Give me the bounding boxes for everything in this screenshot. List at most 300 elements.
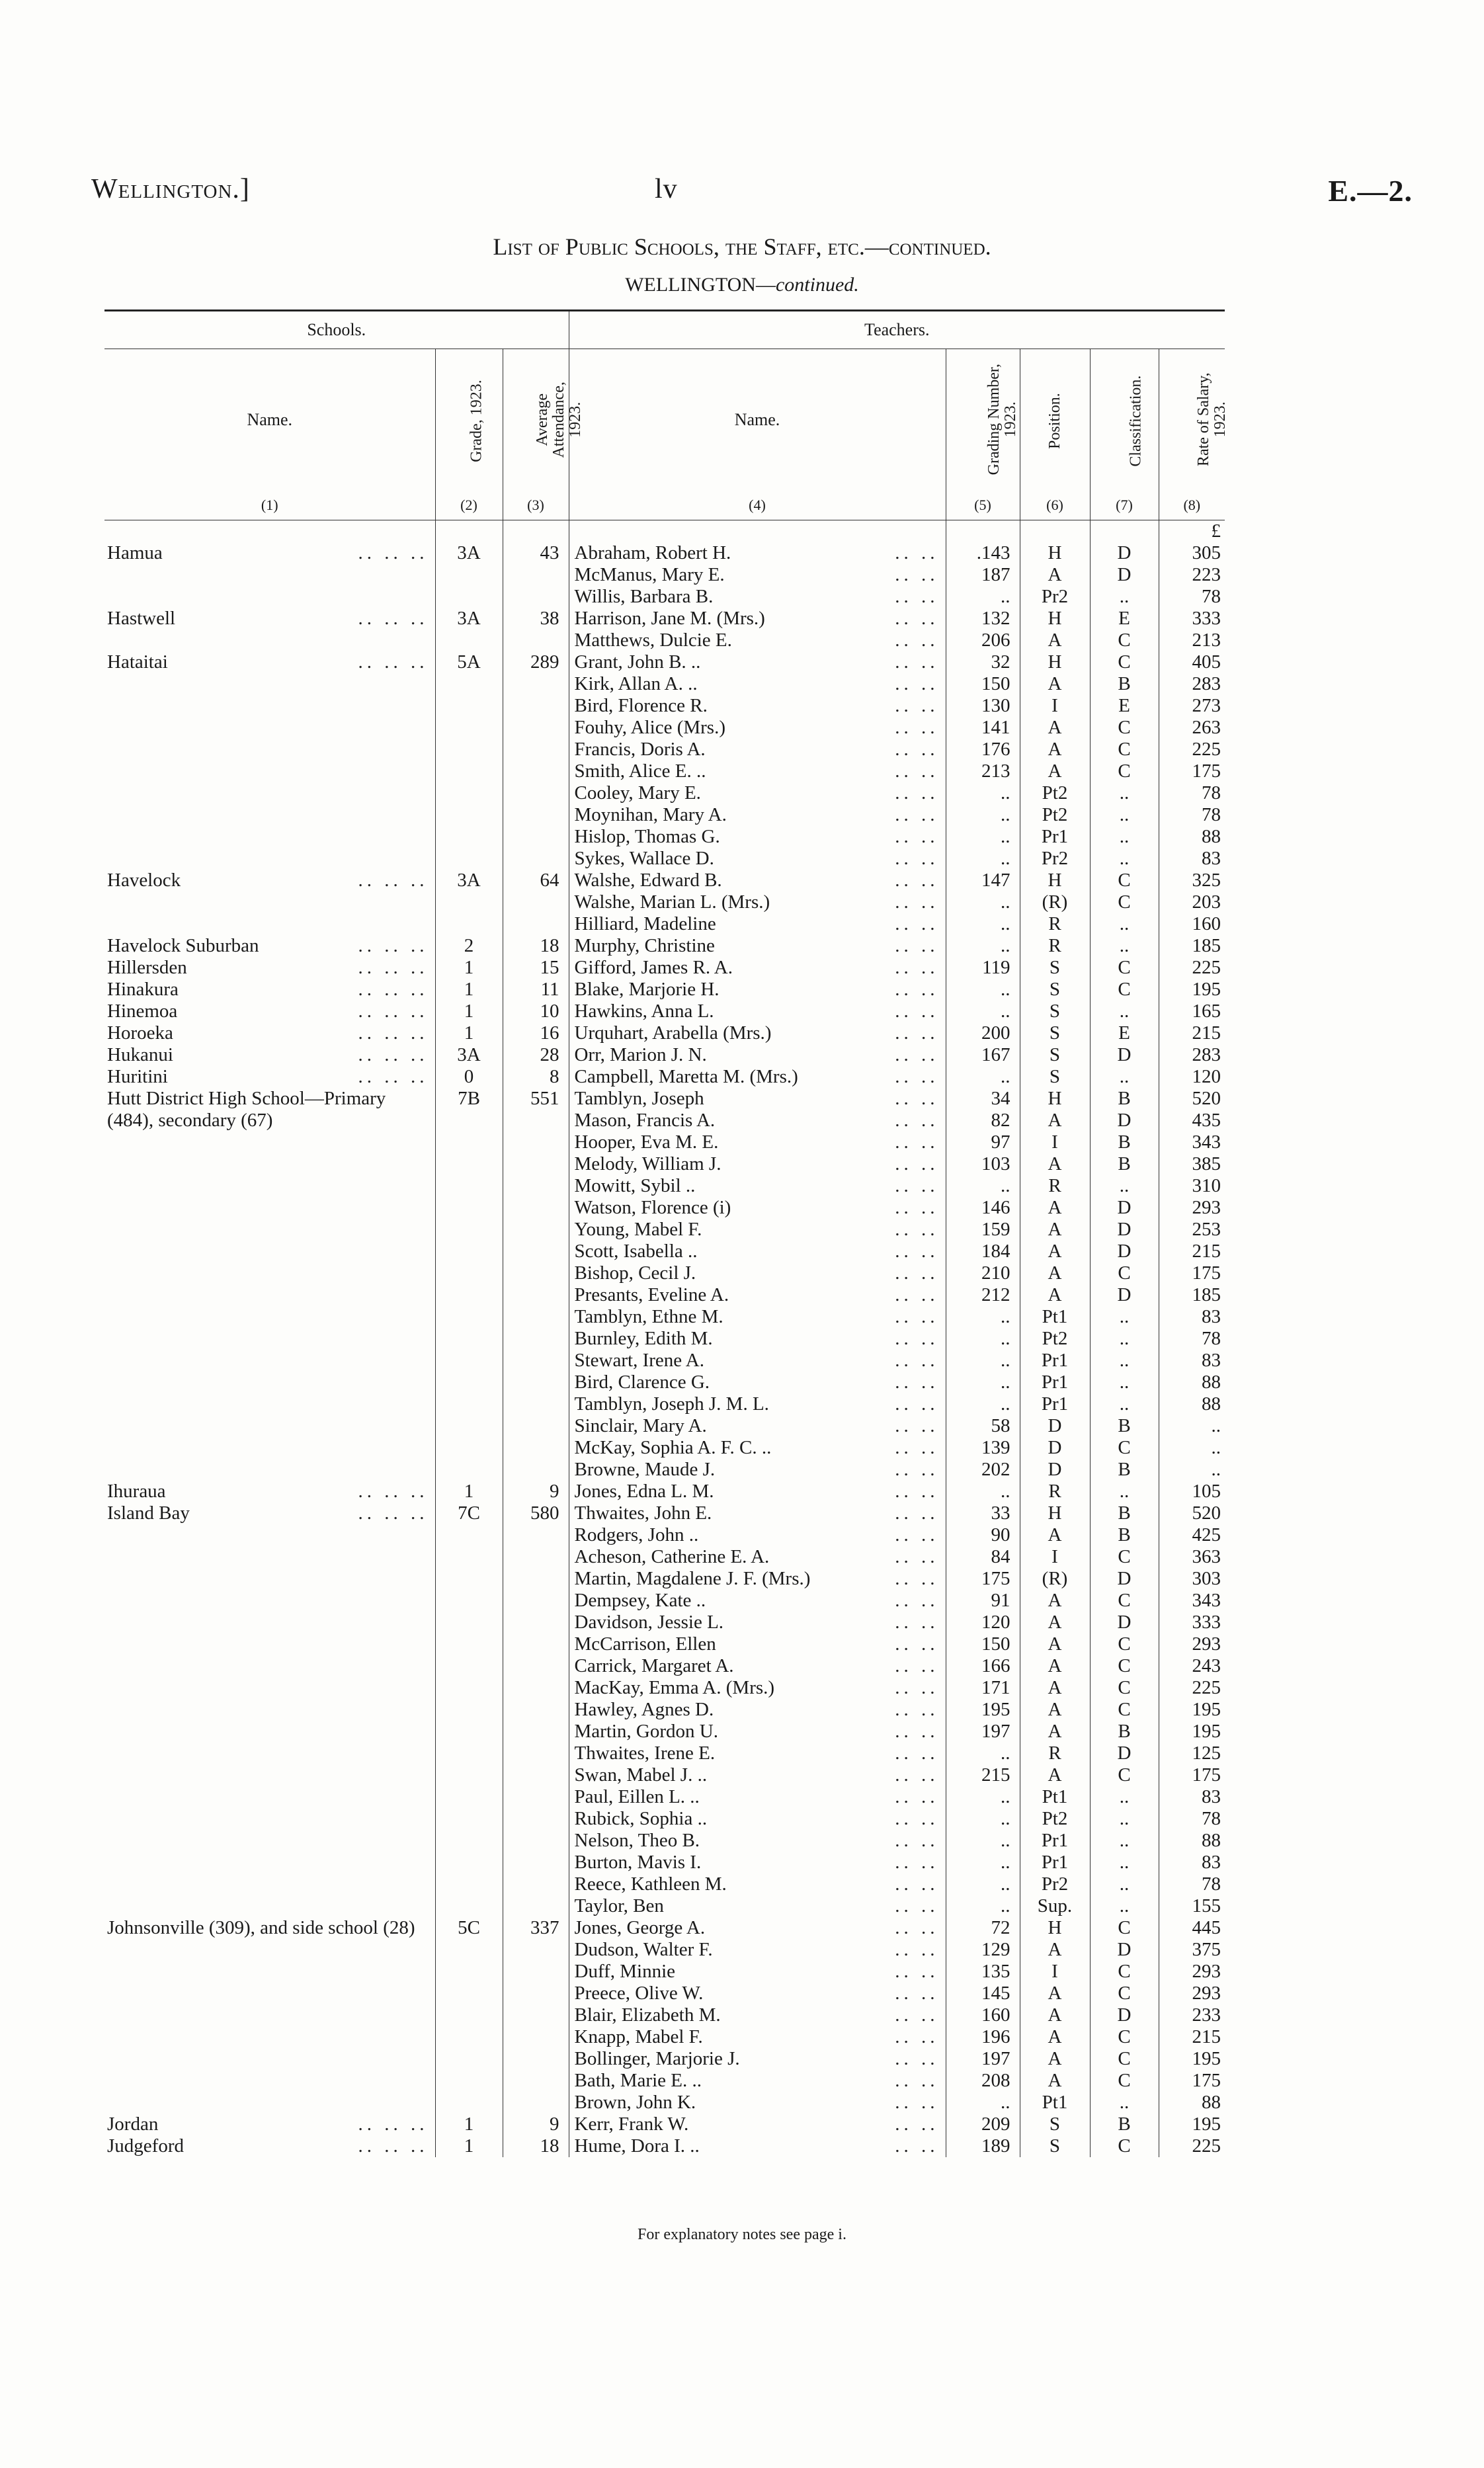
school-attendance-text: 580 bbox=[530, 1502, 559, 1524]
teacher-name bbox=[569, 1066, 946, 1088]
col-position-label: Position. bbox=[1046, 393, 1063, 449]
teacher-salary bbox=[1159, 1110, 1225, 1131]
leader-dots: .. .. bbox=[895, 1983, 939, 2004]
teacher-salary bbox=[1159, 2004, 1225, 2026]
teacher-grading bbox=[946, 1350, 1020, 1372]
teacher-salary-text: 78 bbox=[1202, 1328, 1221, 1349]
table-row bbox=[104, 1568, 1225, 1590]
school-name-text: Ihuraua bbox=[107, 1481, 166, 1502]
teacher-classification-text: E bbox=[1118, 695, 1130, 716]
table-row bbox=[104, 1612, 1225, 1633]
teacher-name bbox=[569, 586, 946, 608]
teacher-salary bbox=[1159, 1546, 1225, 1568]
leader-dots: .. .. bbox=[895, 1197, 939, 1218]
teacher-salary bbox=[1159, 1568, 1225, 1590]
teacher-name-text: Abraham, Robert H. bbox=[574, 542, 731, 563]
teacher-classification bbox=[1090, 1328, 1159, 1350]
teacher-salary-text: 233 bbox=[1192, 2004, 1221, 2026]
school-grade-text: 1 bbox=[464, 1022, 474, 1044]
teacher-position bbox=[1020, 1131, 1090, 1153]
teacher-name bbox=[569, 1372, 946, 1393]
school-attendance bbox=[503, 2048, 569, 2070]
teacher-grading bbox=[946, 1612, 1020, 1633]
table-row bbox=[104, 717, 1225, 739]
school-grade bbox=[435, 1568, 503, 1590]
school-grade bbox=[435, 542, 503, 564]
teacher-salary-text: 175 bbox=[1192, 761, 1221, 782]
teacher-grading bbox=[946, 1372, 1020, 1393]
teacher-position-text: Pr1 bbox=[1041, 826, 1069, 847]
teacher-classification bbox=[1090, 1764, 1159, 1786]
leader-dots: .. .. bbox=[895, 1110, 939, 1131]
leader-dots: .. .. bbox=[895, 979, 939, 1000]
school-attendance bbox=[503, 979, 569, 1001]
teacher-name bbox=[569, 2004, 946, 2026]
teacher-name bbox=[569, 979, 946, 1001]
teacher-salary bbox=[1159, 1219, 1225, 1241]
col-salary-label: Rate of Salary, 1923. bbox=[1194, 372, 1229, 467]
school-name bbox=[104, 1786, 435, 1808]
teachers-group-header: Teachers. bbox=[569, 311, 1225, 349]
table-row bbox=[104, 1175, 1225, 1197]
teacher-classification-text: D bbox=[1117, 1219, 1132, 1240]
teacher-salary bbox=[1159, 2114, 1225, 2135]
teacher-position bbox=[1020, 1633, 1090, 1655]
teacher-classification-text: .. bbox=[1119, 848, 1130, 869]
teacher-classification bbox=[1090, 1066, 1159, 1088]
teacher-salary-text: 303 bbox=[1192, 1568, 1221, 1589]
school-grade-text: 5A bbox=[457, 651, 481, 673]
table-row bbox=[104, 1022, 1225, 1044]
school-name-text: Hataitai bbox=[107, 651, 168, 673]
teacher-name bbox=[569, 1241, 946, 1262]
school-name bbox=[104, 1350, 435, 1372]
teacher-position-text: R bbox=[1048, 1743, 1061, 1764]
teacher-salary bbox=[1159, 1939, 1225, 1961]
teacher-grading bbox=[946, 673, 1020, 695]
teacher-classification bbox=[1090, 2070, 1159, 2092]
teacher-classification-text: C bbox=[1118, 761, 1131, 782]
teacher-grading bbox=[946, 1917, 1020, 1939]
teacher-classification-text: .. bbox=[1119, 2092, 1130, 2113]
leader-dots: .. .. bbox=[895, 1437, 939, 1458]
teacher-classification-text: D bbox=[1117, 2004, 1132, 2026]
school-name bbox=[104, 870, 435, 891]
table-row bbox=[104, 2070, 1225, 2092]
school-attendance-text: 38 bbox=[540, 608, 559, 629]
teacher-name bbox=[569, 826, 946, 848]
teacher-grading bbox=[946, 1677, 1020, 1699]
table-row bbox=[104, 1415, 1225, 1437]
teacher-grading bbox=[946, 1895, 1020, 1917]
teacher-position-text: S bbox=[1049, 1022, 1061, 1044]
teacher-name-text: Hooper, Eva M. E. bbox=[574, 1131, 719, 1153]
leader-dots: .. .. bbox=[895, 630, 939, 651]
teacher-name-text: Carrick, Margaret A. bbox=[574, 1655, 734, 1676]
teacher-salary bbox=[1159, 1262, 1225, 1284]
teacher-classification-text: C bbox=[1118, 651, 1131, 673]
school-attendance bbox=[503, 2092, 569, 2114]
teacher-classification-text: B bbox=[1118, 1088, 1131, 1109]
teacher-grading-text: 197 bbox=[981, 1721, 1010, 1742]
teacher-grading bbox=[946, 1808, 1020, 1830]
school-attendance bbox=[503, 564, 569, 586]
teacher-classification bbox=[1090, 1743, 1159, 1764]
teacher-name bbox=[569, 761, 946, 782]
teacher-position-text: Pt2 bbox=[1042, 1328, 1068, 1349]
teacher-salary bbox=[1159, 913, 1225, 935]
teacher-classification bbox=[1090, 2048, 1159, 2070]
school-name bbox=[104, 1415, 435, 1437]
teacher-name-text: Bath, Marie E. .. bbox=[574, 2070, 702, 2091]
school-grade bbox=[435, 1502, 503, 1524]
teacher-position bbox=[1020, 2114, 1090, 2135]
leader-dots: .. .. bbox=[895, 1131, 939, 1153]
teacher-name-text: Thwaites, John E. bbox=[574, 1502, 712, 1524]
school-name bbox=[104, 739, 435, 761]
teacher-position-text: A bbox=[1048, 630, 1062, 651]
teacher-position-text: Pt2 bbox=[1042, 1808, 1068, 1829]
table-row bbox=[104, 1633, 1225, 1655]
teacher-name bbox=[569, 782, 946, 804]
teacher-name bbox=[569, 1852, 946, 1873]
teacher-grading-text: .. bbox=[1001, 2092, 1010, 2113]
school-grade-text: 3A bbox=[457, 870, 481, 891]
teacher-classification bbox=[1090, 1939, 1159, 1961]
school-attendance bbox=[503, 1350, 569, 1372]
teacher-salary-text: 283 bbox=[1192, 673, 1221, 694]
teacher-position-text: A bbox=[1048, 1677, 1062, 1698]
leader-dots: .. .. bbox=[895, 913, 939, 934]
teacher-name-text: Rodgers, John .. bbox=[574, 1524, 699, 1545]
teacher-grading bbox=[946, 1590, 1020, 1612]
school-name bbox=[104, 1524, 435, 1546]
teacher-position-text: I bbox=[1051, 1131, 1058, 1153]
teacher-classification-text: .. bbox=[1119, 826, 1130, 847]
teacher-grading-text: 176 bbox=[981, 739, 1010, 760]
table-row bbox=[104, 1677, 1225, 1699]
school-grade-text: 3A bbox=[457, 542, 481, 563]
teacher-grading-text: 150 bbox=[981, 1633, 1010, 1655]
school-name bbox=[104, 979, 435, 1001]
teacher-classification bbox=[1090, 1502, 1159, 1524]
school-attendance-text: 337 bbox=[530, 1917, 559, 1938]
leader-dots: .. .. .. bbox=[358, 1022, 429, 1044]
teacher-name-text: Scott, Isabella .. bbox=[574, 1241, 698, 1262]
school-attendance bbox=[503, 1066, 569, 1088]
teacher-grading bbox=[946, 1830, 1020, 1852]
teacher-salary bbox=[1159, 891, 1225, 913]
table-row bbox=[104, 957, 1225, 979]
teacher-grading-text: 72 bbox=[991, 1917, 1010, 1938]
teacher-name bbox=[569, 1633, 946, 1655]
teacher-classification-text: C bbox=[1118, 891, 1131, 913]
table-row bbox=[104, 870, 1225, 891]
teacher-classification bbox=[1090, 673, 1159, 695]
teacher-position-text: A bbox=[1048, 739, 1062, 760]
teacher-grading bbox=[946, 651, 1020, 673]
teacher-classification bbox=[1090, 1350, 1159, 1372]
table-row bbox=[104, 826, 1225, 848]
school-grade bbox=[435, 935, 503, 957]
school-name-text: Hastwell bbox=[107, 608, 176, 629]
teacher-position-text: A bbox=[1048, 1262, 1062, 1284]
teacher-position-text: Pr2 bbox=[1041, 586, 1069, 607]
leader-dots: .. .. bbox=[895, 1088, 939, 1109]
school-attendance-text: 64 bbox=[540, 870, 559, 891]
teacher-position-text: A bbox=[1048, 1633, 1062, 1655]
teacher-name bbox=[569, 1524, 946, 1546]
school-attendance bbox=[503, 1524, 569, 1546]
teacher-name bbox=[569, 1219, 946, 1241]
teacher-grading bbox=[946, 1852, 1020, 1873]
teacher-name bbox=[569, 935, 946, 957]
teacher-position bbox=[1020, 1612, 1090, 1633]
teacher-position-text: H bbox=[1048, 1088, 1062, 1109]
teacher-classification bbox=[1090, 1284, 1159, 1306]
school-name bbox=[104, 1197, 435, 1219]
teacher-name bbox=[569, 2135, 946, 2157]
teacher-name bbox=[569, 1110, 946, 1131]
teacher-grading-text: .. bbox=[1001, 1350, 1010, 1371]
leader-dots: .. .. bbox=[895, 1852, 939, 1873]
school-name bbox=[104, 1983, 435, 2004]
teacher-classification-text: D bbox=[1117, 542, 1132, 563]
teacher-salary bbox=[1159, 1655, 1225, 1677]
school-attendance bbox=[503, 2114, 569, 2135]
school-grade bbox=[435, 1546, 503, 1568]
teacher-position bbox=[1020, 542, 1090, 564]
school-grade bbox=[435, 1393, 503, 1415]
school-grade bbox=[435, 695, 503, 717]
school-name bbox=[104, 717, 435, 739]
teacher-grading-text: .. bbox=[1001, 586, 1010, 607]
teacher-position bbox=[1020, 957, 1090, 979]
teacher-classification-text: .. bbox=[1119, 1372, 1130, 1393]
teacher-salary-text: 325 bbox=[1192, 870, 1221, 891]
leader-dots: .. .. bbox=[895, 1219, 939, 1240]
teacher-position bbox=[1020, 1459, 1090, 1481]
teacher-position-text: Pt2 bbox=[1042, 782, 1068, 803]
school-name bbox=[104, 1306, 435, 1328]
table-row bbox=[104, 1852, 1225, 1873]
teacher-position bbox=[1020, 782, 1090, 804]
teacher-classification bbox=[1090, 1131, 1159, 1153]
table-row bbox=[104, 1372, 1225, 1393]
teacher-grading-text: .. bbox=[1001, 891, 1010, 913]
school-grade bbox=[435, 1961, 503, 1983]
teacher-name bbox=[569, 2114, 946, 2135]
school-name bbox=[104, 1655, 435, 1677]
teacher-position bbox=[1020, 1110, 1090, 1131]
teacher-grading bbox=[946, 1786, 1020, 1808]
school-grade bbox=[435, 2070, 503, 2092]
teacher-salary bbox=[1159, 717, 1225, 739]
teacher-salary-text: 83 bbox=[1202, 848, 1221, 869]
leader-dots: .. .. bbox=[895, 695, 939, 716]
school-attendance-text: 8 bbox=[550, 1066, 559, 1087]
school-attendance bbox=[503, 804, 569, 826]
teacher-name bbox=[569, 1306, 946, 1328]
leader-dots: .. .. bbox=[895, 1415, 939, 1436]
teacher-position bbox=[1020, 1088, 1090, 1110]
teacher-grading-text: 200 bbox=[981, 1022, 1010, 1044]
table-row bbox=[104, 1895, 1225, 1917]
school-attendance-text: 551 bbox=[530, 1088, 559, 1109]
school-name bbox=[104, 1131, 435, 1153]
school-grade bbox=[435, 1852, 503, 1873]
teacher-classification bbox=[1090, 1590, 1159, 1612]
teacher-name bbox=[569, 1197, 946, 1219]
teacher-classification-text: .. bbox=[1119, 1830, 1130, 1851]
teacher-name-text: Browne, Maude J. bbox=[574, 1459, 716, 1480]
teacher-classification-text: D bbox=[1117, 1612, 1132, 1633]
teacher-grading-text: 130 bbox=[981, 695, 1010, 716]
teacher-classification bbox=[1090, 913, 1159, 935]
table-row bbox=[104, 1241, 1225, 1262]
leader-dots: .. .. bbox=[895, 804, 939, 825]
school-name-text: Judgeford bbox=[107, 2135, 184, 2157]
teacher-salary bbox=[1159, 608, 1225, 630]
teacher-grading bbox=[946, 717, 1020, 739]
teacher-classification bbox=[1090, 717, 1159, 739]
leader-dots: .. .. bbox=[895, 717, 939, 738]
leader-dots: .. .. .. bbox=[358, 1044, 429, 1065]
school-attendance bbox=[503, 1459, 569, 1481]
teacher-position-text: I bbox=[1051, 1546, 1058, 1567]
teacher-name-text: MacKay, Emma A. (Mrs.) bbox=[574, 1677, 775, 1698]
teacher-name-text: Kerr, Frank W. bbox=[574, 2114, 689, 2135]
teacher-name bbox=[569, 1350, 946, 1372]
teacher-name-text: McManus, Mary E. bbox=[574, 564, 725, 585]
teacher-classification bbox=[1090, 695, 1159, 717]
teacher-grading-text: 132 bbox=[981, 608, 1010, 629]
teacher-position bbox=[1020, 1983, 1090, 2004]
currency-symbol: £ bbox=[1159, 520, 1225, 543]
teacher-classification-text: B bbox=[1118, 1459, 1131, 1480]
teacher-classification-text: .. bbox=[1119, 1873, 1130, 1895]
school-attendance bbox=[503, 913, 569, 935]
teacher-position-text: A bbox=[1048, 1219, 1062, 1240]
teacher-grading-text: 160 bbox=[981, 2004, 1010, 2026]
teacher-name-text: Orr, Marion J. N. bbox=[574, 1044, 707, 1065]
teacher-classification bbox=[1090, 586, 1159, 608]
teacher-classification-text: B bbox=[1118, 1721, 1131, 1742]
teacher-position-text: A bbox=[1048, 1153, 1062, 1174]
teacher-position-text: A bbox=[1048, 1241, 1062, 1262]
school-attendance-text: 9 bbox=[550, 1481, 559, 1502]
school-name bbox=[104, 1743, 435, 1764]
school-attendance bbox=[503, 891, 569, 913]
school-name bbox=[104, 891, 435, 913]
teacher-grading bbox=[946, 1306, 1020, 1328]
teacher-classification bbox=[1090, 1786, 1159, 1808]
table-row bbox=[104, 1306, 1225, 1328]
school-name-text: Havelock bbox=[107, 870, 181, 891]
leader-dots: .. .. bbox=[895, 957, 939, 978]
teacher-salary-text: 225 bbox=[1192, 1677, 1221, 1698]
school-grade bbox=[435, 957, 503, 979]
school-grade bbox=[435, 1481, 503, 1502]
teacher-position bbox=[1020, 1961, 1090, 1983]
school-name bbox=[104, 1852, 435, 1873]
leader-dots: .. .. bbox=[895, 1481, 939, 1502]
teacher-name-text: Burnley, Edith M. bbox=[574, 1328, 713, 1349]
teacher-salary bbox=[1159, 1328, 1225, 1350]
teacher-grading-text: .. bbox=[1001, 826, 1010, 847]
school-name bbox=[104, 1873, 435, 1895]
table-row bbox=[104, 1546, 1225, 1568]
teacher-salary-text: 343 bbox=[1192, 1590, 1221, 1611]
school-grade bbox=[435, 1219, 503, 1241]
teacher-classification-text: C bbox=[1118, 1655, 1131, 1676]
school-name bbox=[104, 1022, 435, 1044]
teacher-salary bbox=[1159, 804, 1225, 826]
leader-dots: .. .. bbox=[895, 1001, 939, 1022]
teacher-position-text: A bbox=[1048, 2070, 1062, 2091]
teacher-classification-text: C bbox=[1118, 1677, 1131, 1698]
teacher-salary bbox=[1159, 2048, 1225, 2070]
school-grade bbox=[435, 782, 503, 804]
teacher-classification-text: C bbox=[1118, 1917, 1131, 1938]
teacher-position bbox=[1020, 826, 1090, 848]
table-row bbox=[104, 1219, 1225, 1241]
teacher-grading bbox=[946, 1743, 1020, 1764]
school-name bbox=[104, 1721, 435, 1743]
school-attendance-text: 15 bbox=[540, 957, 559, 978]
table-row bbox=[104, 1088, 1225, 1110]
teacher-salary-text: 203 bbox=[1192, 891, 1221, 913]
teacher-name-text: Reece, Kathleen M. bbox=[574, 1873, 727, 1895]
teacher-name bbox=[569, 1459, 946, 1481]
table-row bbox=[104, 1044, 1225, 1066]
school-grade bbox=[435, 1110, 503, 1131]
teacher-classification-text: .. bbox=[1119, 804, 1130, 825]
school-grade bbox=[435, 1197, 503, 1219]
teacher-salary-text: 215 bbox=[1192, 1241, 1221, 1262]
school-grade bbox=[435, 848, 503, 870]
teacher-name bbox=[569, 1677, 946, 1699]
teacher-name bbox=[569, 1873, 946, 1895]
teacher-classification bbox=[1090, 761, 1159, 782]
teacher-salary bbox=[1159, 2070, 1225, 2092]
teacher-name bbox=[569, 1284, 946, 1306]
teacher-name bbox=[569, 1131, 946, 1153]
teacher-salary bbox=[1159, 564, 1225, 586]
teacher-position-text: S bbox=[1049, 1044, 1061, 1065]
teacher-position-text: A bbox=[1048, 1197, 1062, 1218]
leader-dots: .. .. bbox=[895, 1066, 939, 1087]
teacher-grading bbox=[946, 1481, 1020, 1502]
school-name bbox=[104, 1699, 435, 1721]
school-grade bbox=[435, 1022, 503, 1044]
table-row bbox=[104, 1590, 1225, 1612]
teacher-name-text: Paul, Eillen L. .. bbox=[574, 1786, 700, 1807]
teacher-name bbox=[569, 1568, 946, 1590]
school-attendance bbox=[503, 1088, 569, 1110]
table-row bbox=[104, 1721, 1225, 1743]
school-grade bbox=[435, 1764, 503, 1786]
teacher-name bbox=[569, 1546, 946, 1568]
teacher-classification bbox=[1090, 1110, 1159, 1131]
school-attendance bbox=[503, 1721, 569, 1743]
table-row bbox=[104, 1983, 1225, 2004]
teacher-salary-text: 333 bbox=[1192, 1612, 1221, 1633]
teacher-grading bbox=[946, 761, 1020, 782]
teacher-salary-text: 78 bbox=[1202, 1873, 1221, 1895]
teacher-name bbox=[569, 913, 946, 935]
teacher-grading-text: 208 bbox=[981, 2070, 1010, 2091]
